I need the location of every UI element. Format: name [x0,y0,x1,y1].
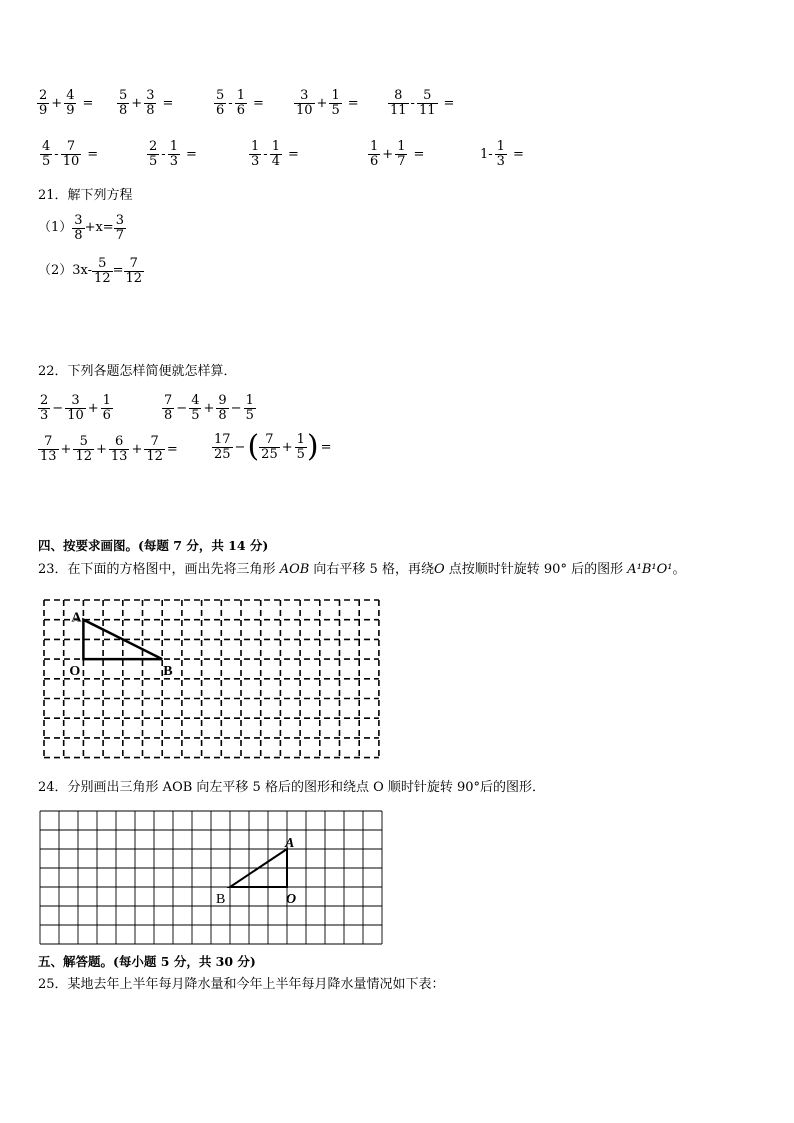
fraction: $\frac{1}{5}$ [245,393,254,423]
calc-expression [294,89,361,117]
operator: - [54,146,59,162]
fraction: $\frac{7}{10}$ [62,139,80,169]
equals: = [320,439,332,455]
calc-expression [147,140,199,168]
operator: + [60,441,72,457]
fraction: $\frac{1}{3}$ [169,139,178,169]
fraction: $\frac{7}{12}$ [125,256,143,286]
fraction: $\frac{1}{3}$ [496,139,505,169]
eq2-mid: = [112,263,124,279]
label-a: A [71,610,82,626]
q24-grid [40,811,382,944]
q22-expression-4 [212,429,334,464]
q24-text: 24．分别画出三角形 AOB 向左平移 5 格后的图形和绕点 O 顺时针旋转 90°后的图形． [38,780,546,795]
equals: = [413,146,425,162]
operator: − [176,400,188,416]
eq1-mid: +x= [84,220,114,236]
equals: = [347,95,359,111]
q21-equation-2 [38,257,144,285]
fraction: $\frac{17}{25}$ [214,431,231,462]
calc-expression [37,89,95,117]
operator: + [51,95,63,111]
operator: + [96,441,107,457]
q23-dashed-grid [44,600,380,760]
fraction: $\frac{3}{8}$ [74,213,83,243]
fraction: $\frac{2}{9}$ [39,88,48,118]
equals: = [82,95,94,111]
q22-title: 22．下列各题怎样简便就怎样算． [38,364,237,379]
q22-expression-3 [38,435,180,463]
section-5-heading: 五、解答题。(每小题 5 分，共 30 分) [38,954,256,969]
q21-title: 21．解下列方程 [38,188,133,203]
label-b: B [216,892,226,907]
fraction: $\frac{2}{3}$ [40,393,49,423]
fraction: $\frac{5}{11}$ [418,88,436,118]
q25-text: 25．某地去年上半年每月降水量和今年上半年每月降水量情况如下表： [38,977,445,992]
operator: − [234,439,246,455]
q22-expression-2 [162,394,256,422]
fraction: $\frac{1}{3}$ [251,139,260,169]
right-paren: ) [306,429,319,464]
calc-expression [388,89,456,117]
operator: = [166,441,178,457]
operator: - [228,95,233,111]
operator: + [203,400,215,416]
fraction: $\frac{3}{10}$ [67,393,84,423]
calc-expression [368,140,426,168]
label-o: O [286,892,297,907]
label-o: O [69,664,81,680]
calc-expression [478,140,526,168]
equals: = [87,146,99,162]
operator: + [131,95,143,111]
fraction: $\frac{1}{5}$ [331,88,340,118]
q23-text: 23．在下面的方格图中，画出先将三角形 AOB 向右平移 5 格，再绕O 点按顺时针旋转 90° 后的图形 A¹B¹O¹。 [38,562,686,577]
operator: + [131,441,143,457]
fraction: $\frac{3}{8}$ [146,88,155,118]
fraction: $\frac{5}{6}$ [216,88,225,118]
q22-expression-1 [38,394,113,422]
operator: + [281,439,293,455]
label-a: A [285,836,295,851]
operator: + [382,146,394,162]
calc-expression [117,89,175,117]
equals: = [252,95,264,111]
equals: = [512,146,524,162]
fraction: $\frac{2}{5}$ [149,139,158,169]
label-b: B [163,664,173,680]
equals: = [443,95,455,111]
fraction: $\frac{7}{13}$ [40,434,57,464]
section-4-heading: 四、按要求画图。(每题 7 分，共 14 分) [38,538,269,553]
operator: - [161,146,166,162]
eq1-label: （1） [38,220,73,236]
fraction: $\frac{4}{9}$ [66,88,75,118]
fraction: $\frac{1}{4}$ [271,139,280,169]
equals: = [185,146,197,162]
operator: 1- [480,146,493,162]
fraction: $\frac{5}{12}$ [75,434,92,464]
calc-expression [214,89,266,117]
q21-equation-1 [38,214,126,242]
operator: − [230,400,242,416]
fraction: $\frac{8}{11}$ [390,88,407,118]
fraction: $\frac{5}{8}$ [119,88,128,118]
fraction: $\frac{1}{5}$ [296,431,305,462]
equals: = [287,146,299,162]
fraction: $\frac{3}{10}$ [296,88,313,118]
calc-expression [40,140,100,168]
fraction: $\frac{7}{25}$ [261,431,278,462]
fraction: $\frac{1}{6}$ [102,393,111,423]
operator: − [52,400,64,416]
operator: - [410,95,415,111]
eq2-label: （2）3x- [38,263,93,279]
fraction: $\frac{9}{8}$ [218,393,227,423]
operator: + [316,95,328,111]
left-paren: ( [247,429,260,464]
fraction: $\frac{1}{6}$ [236,88,245,118]
fraction: $\frac{4}{5}$ [191,393,200,423]
fraction: $\frac{7}{8}$ [164,393,173,423]
fraction: $\frac{5}{12}$ [94,256,111,286]
operator: - [263,146,268,162]
fraction: $\frac{1}{6}$ [370,139,379,169]
fraction: $\frac{4}{5}$ [42,139,51,169]
operator: + [87,400,99,416]
fraction: $\frac{3}{7}$ [115,213,124,243]
fraction: $\frac{1}{7}$ [397,139,406,169]
equals: = [162,95,174,111]
fraction: $\frac{7}{12}$ [146,434,163,464]
fraction: $\frac{6}{13}$ [110,434,128,464]
calc-expression [249,140,301,168]
